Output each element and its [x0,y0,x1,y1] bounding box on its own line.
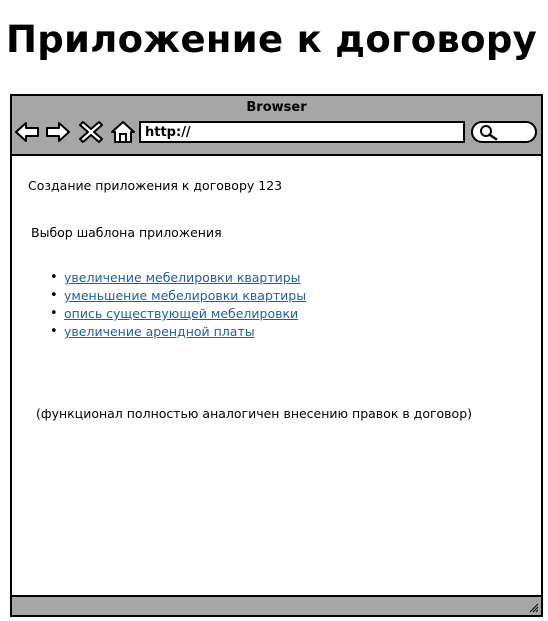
template-choice-label: Выбор шаблона приложения [31,225,222,240]
template-link-decrease-furniture[interactable]: уменьшение мебелировки квартиры [64,288,307,303]
close-icon[interactable] [79,120,103,144]
arrow-right-icon[interactable] [45,120,71,144]
bullet-icon: • [50,288,58,303]
template-link-increase-furniture[interactable]: увеличение мебелировки квартиры [64,270,301,285]
resize-grip-icon[interactable] [527,601,539,613]
list-item [50,269,306,287]
address-bar[interactable]: http:// [139,121,465,143]
browser-title: Browser [246,100,307,115]
bullet-icon: • [50,324,58,339]
home-icon[interactable] [110,120,136,144]
template-link-furniture-inventory[interactable]: опись существующей мебелировки [64,306,299,321]
content-heading: Создание приложения к договору 123 [28,178,283,193]
browser-window [10,94,543,617]
search-icon [478,124,498,141]
bullet-icon: • [50,306,58,321]
functionality-note: (функционал полностью аналогичен внесению правок в договор) [36,406,473,421]
page-content [12,156,541,595]
status-bar [12,595,541,615]
list-item [50,287,306,305]
bullet-icon: • [50,270,58,285]
arrow-left-icon[interactable] [14,120,40,144]
template-list [50,269,306,341]
page-title: Приложение к договору [6,18,538,61]
list-item [50,305,306,323]
list-item [50,323,306,341]
browser-toolbar [12,96,541,156]
template-link-increase-rent[interactable]: увеличение арендной платы [64,324,255,339]
browser-search-field[interactable] [471,121,537,143]
